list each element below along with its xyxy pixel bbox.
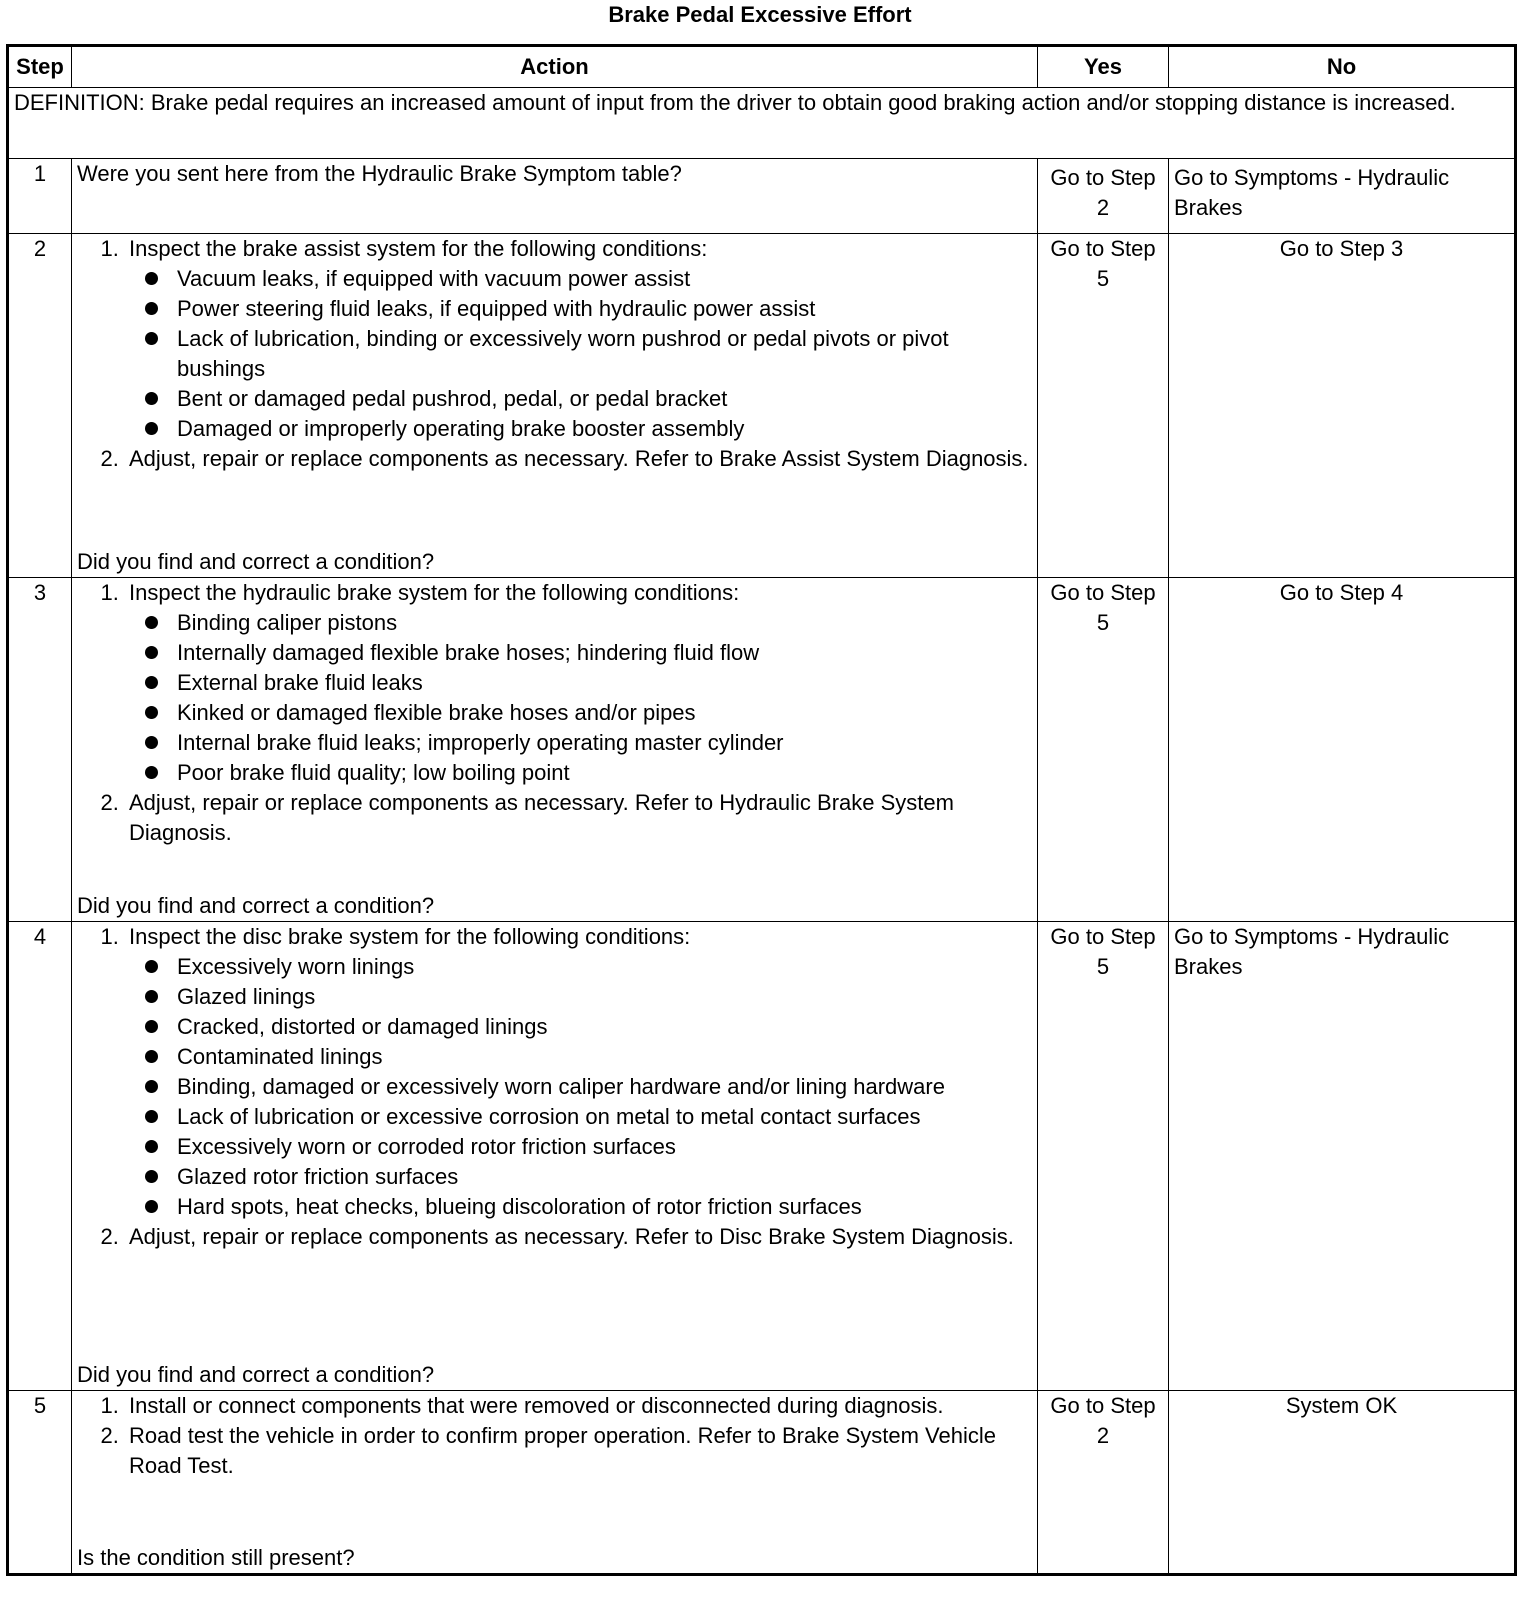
condition-list (129, 952, 1032, 1222)
condition-item: Excessively worn linings (177, 952, 1032, 982)
condition-item: Lack of lubrication, binding or excessively worn pushrod or pedal pivots or pivot bushings (177, 324, 1032, 384)
definition-row (8, 88, 1516, 159)
action-question: Did you find and correct a condition? (77, 549, 435, 574)
action-question: Did you find and correct a condition? (77, 893, 435, 918)
yes-link[interactable]: Go to Step 5 (1038, 234, 1169, 578)
condition-item: Lack of lubrication or excessive corrosion on metal to metal contact surfaces (177, 1102, 1032, 1132)
page-title: Brake Pedal Excessive Effort (608, 2, 912, 27)
yes-link[interactable]: Go to Step 5 (1038, 922, 1169, 1391)
condition-item: Poor brake fluid quality; low boiling point (177, 758, 1032, 788)
action-step-item: 2. Road test the vehicle in order to confirm proper operation. Refer to Brake System Vehicle Road Test. (125, 1421, 1032, 1481)
step-number: 2 (8, 234, 72, 578)
header-step: Step (8, 46, 72, 88)
action-cell (72, 234, 1038, 578)
action-steps (77, 578, 1032, 848)
yes-link[interactable]: Go to Step 2 (1038, 1391, 1169, 1575)
step-number: 1 (8, 159, 72, 234)
action-cell (72, 1391, 1038, 1575)
table-row (8, 578, 1516, 922)
condition-item: Kinked or damaged flexible brake hoses and/or pipes (177, 698, 1032, 728)
action-step-text: Inspect the brake assist system for the following conditions: (129, 236, 708, 261)
condition-item: Hard spots, heat checks, blueing discoloration of rotor friction surfaces (177, 1192, 1032, 1222)
action-question: Is the condition still present? (77, 1545, 355, 1570)
condition-item: Internal brake fluid leaks; improperly operating master cylinder (177, 728, 1032, 758)
action-step-item (125, 234, 1032, 444)
table-row (8, 234, 1516, 578)
step-number: 5 (8, 1391, 72, 1575)
header-row (8, 46, 1516, 88)
condition-item: Binding, damaged or excessively worn caliper hardware and/or lining hardware (177, 1072, 1032, 1102)
action-step-item: 2. Adjust, repair or replace components as necessary. Refer to Brake Assist System Diagnosis. (125, 444, 1032, 474)
action-question: Did you find and correct a condition? (77, 1362, 435, 1387)
header-yes: Yes (1038, 46, 1169, 88)
yes-link[interactable]: Go to Step 5 (1038, 578, 1169, 922)
action-cell (72, 159, 1038, 234)
condition-item: External brake fluid leaks (177, 668, 1032, 698)
action-steps (77, 1391, 1032, 1481)
table-row (8, 159, 1516, 234)
step-number: 3 (8, 578, 72, 922)
condition-list (129, 608, 1032, 788)
action-step-text: Inspect the disc brake system for the following conditions: (129, 924, 691, 949)
condition-item: Power steering fluid leaks, if equipped with hydraulic power assist (177, 294, 1032, 324)
condition-item: Vacuum leaks, if equipped with vacuum power assist (177, 264, 1032, 294)
action-question: Were you sent here from the Hydraulic Brake Symptom table? (77, 161, 682, 186)
no-link[interactable]: System OK (1169, 1391, 1516, 1575)
no-link[interactable]: Go to Step 3 (1169, 234, 1516, 578)
definition-text: DEFINITION: Brake pedal requires an increased amount of input from the driver to obtain good braking action and/or stopping distance is increased. (8, 88, 1516, 159)
action-cell (72, 578, 1038, 922)
action-step-text: Inspect the hydraulic brake system for the following conditions: (129, 580, 740, 605)
condition-item: Excessively worn or corroded rotor friction surfaces (177, 1132, 1032, 1162)
diagnostic-table (6, 44, 1517, 1576)
action-step-item: 1. Install or connect components that were removed or disconnected during diagnosis. (125, 1391, 1032, 1421)
action-step-item: 2. Adjust, repair or replace components as necessary. Refer to Disc Brake System Diagnosis. (125, 1222, 1032, 1252)
header-no: No (1169, 46, 1516, 88)
action-steps (77, 922, 1032, 1252)
condition-item: Contaminated linings (177, 1042, 1032, 1072)
header-action: Action (72, 46, 1038, 88)
condition-item: Damaged or improperly operating brake booster assembly (177, 414, 1032, 444)
action-cell (72, 922, 1038, 1391)
table-row (8, 1391, 1516, 1575)
action-step-item: 2. Adjust, repair or replace components as necessary. Refer to Hydraulic Brake System Diagnosis. (125, 788, 1032, 848)
action-step-item (125, 922, 1032, 1222)
step-number: 4 (8, 922, 72, 1391)
no-link[interactable]: Go to Step 4 (1169, 578, 1516, 922)
action-step-item (125, 578, 1032, 788)
no-link[interactable]: Go to Symptoms - Hydraulic Brakes (1169, 159, 1516, 234)
yes-link[interactable]: Go to Step 2 (1038, 159, 1169, 234)
no-link[interactable]: Go to Symptoms - Hydraulic Brakes (1169, 922, 1516, 1391)
condition-item: Bent or damaged pedal pushrod, pedal, or pedal bracket (177, 384, 1032, 414)
table-row (8, 922, 1516, 1391)
action-steps (77, 234, 1032, 474)
condition-item: Binding caliper pistons (177, 608, 1032, 638)
condition-item: Glazed linings (177, 982, 1032, 1012)
condition-list (129, 264, 1032, 444)
condition-item: Glazed rotor friction surfaces (177, 1162, 1032, 1192)
condition-item: Cracked, distorted or damaged linings (177, 1012, 1032, 1042)
condition-item: Internally damaged flexible brake hoses; hindering fluid flow (177, 638, 1032, 668)
